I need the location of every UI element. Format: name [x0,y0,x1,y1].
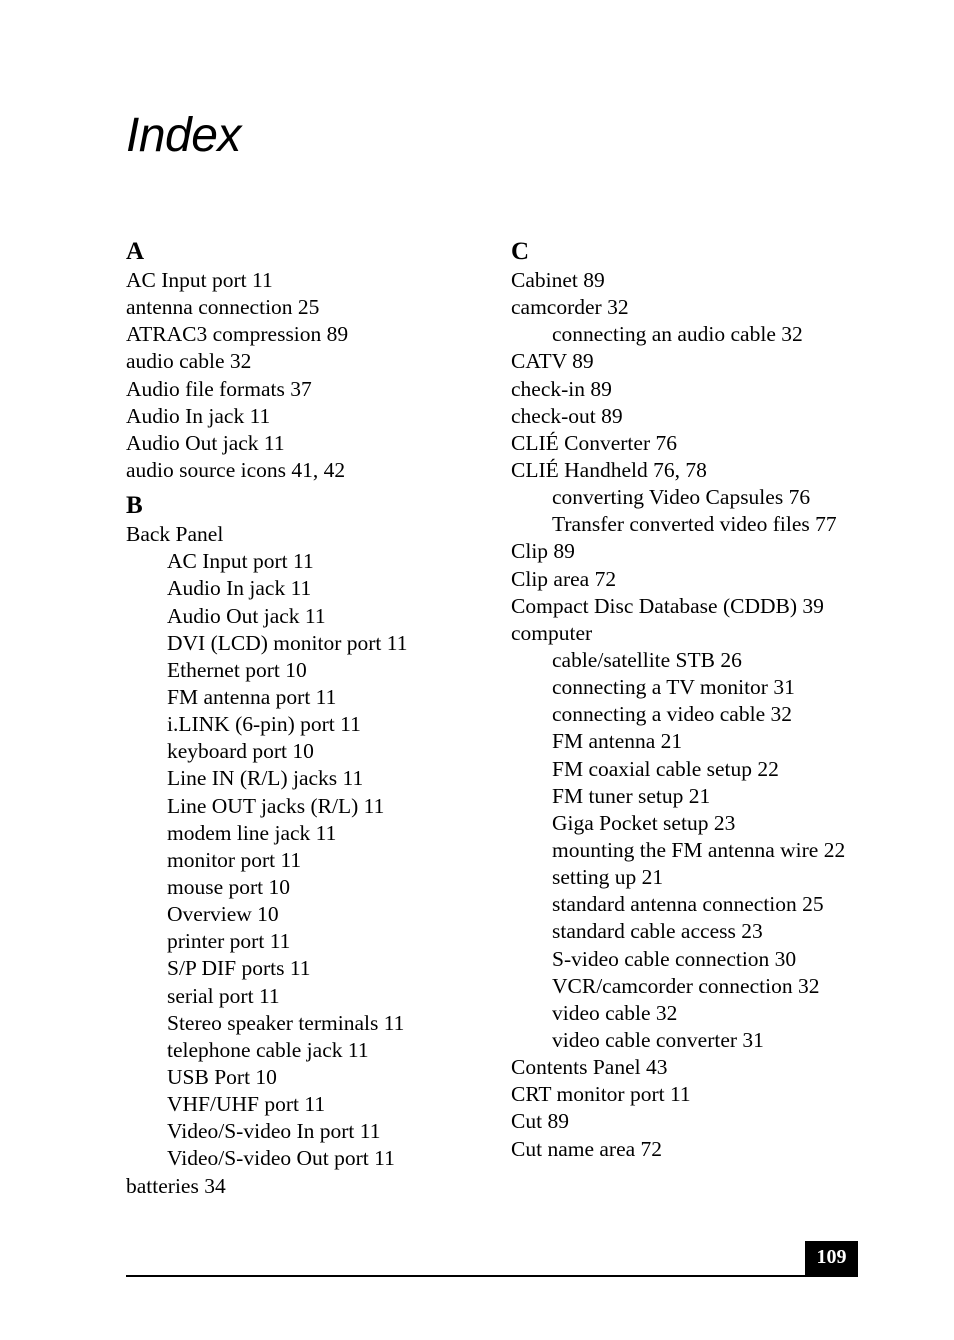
index-subentry: serial port 11 [167,983,280,1008]
index-subentry: FM antenna 21 [552,729,683,754]
index-subentry: DVI (LCD) monitor port 11 [167,630,408,655]
index-subentry: FM antenna port 11 [167,684,337,709]
index-entry: CRT monitor port 11 [511,1082,691,1107]
index-subentry: monitor port 11 [167,847,302,872]
index-entry: audio source icons 41, 42 [126,457,346,482]
index-subentry: standard antenna connection 25 [552,892,824,917]
index-subentry: Line IN (R/L) jacks 11 [167,766,364,791]
page-title: Index [126,109,241,162]
index-subentry: AC Input port 11 [167,549,314,574]
index-entry: Cut 89 [511,1109,569,1134]
index-subentry: Ethernet port 10 [167,657,307,682]
index-subentry: S/P DIF ports 11 [167,956,311,981]
index-entry: Audio Out jack 11 [126,430,285,455]
index-subentry: FM coaxial cable setup 22 [552,756,779,781]
index-subentry: S-video cable connection 30 [552,946,797,971]
index-subentry: Audio In jack 11 [167,576,312,601]
index-subentry: video cable converter 31 [552,1027,764,1052]
index-subentry: video cable 32 [552,1000,678,1025]
index-entry: Cabinet 89 [511,268,605,292]
index-subentry: connecting an audio cable 32 [552,322,803,347]
index-subentry: VCR/camcorder connection 32 [552,973,820,998]
index-entry: check-in 89 [511,376,612,401]
index-entry: Audio In jack 11 [126,403,271,428]
index-subentry: standard cable access 23 [552,919,763,944]
index-letter-heading: A [126,238,145,265]
index-subentry: cable/satellite STB 26 [552,647,742,672]
index-entry: Cut name area 72 [511,1136,663,1161]
index-entry: check-out 89 [511,403,623,428]
index-entry: CLIÉ Converter 76 [511,430,677,455]
index-entry: Clip area 72 [511,566,617,591]
index-entry: CATV 89 [511,349,594,374]
index-entry: camcorder 32 [511,295,629,320]
index-subentry: mouse port 10 [167,874,291,899]
index-subentry: Video/S-video Out port 11 [167,1146,395,1171]
index-subentry: Audio Out jack 11 [167,603,326,628]
index-subentry: connecting a video cable 32 [552,702,792,727]
index-subentry: Giga Pocket setup 23 [552,810,736,835]
index-entry: ATRAC3 compression 89 [126,322,349,347]
index-column-left [126,236,496,1200]
index-entry: Compact Disc Database (CDDB) 39 [511,593,824,618]
index-subentry: USB Port 10 [167,1064,277,1089]
page-number: 109 [805,1241,858,1276]
footer-rule [126,1275,858,1277]
index-entry: AC Input port 11 [126,268,273,292]
index-subentry: converting Video Capsules 76 [552,485,811,510]
index-subentry: keyboard port 10 [167,739,314,764]
index-subentry: Video/S-video In port 11 [167,1119,381,1144]
index-subentry: setting up 21 [552,865,664,890]
index-entry: audio cable 32 [126,349,252,374]
index-subentry: VHF/UHF port 11 [167,1092,326,1117]
index-entry: Back Panel [126,522,224,547]
index-letter-heading: C [511,238,530,265]
index-subentry: Stereo speaker terminals 11 [167,1010,405,1035]
index-entry: Clip 89 [511,539,575,564]
index-entry: computer [511,620,593,645]
index-subentry: i.LINK (6-pin) port 11 [167,712,361,737]
index-subentry: FM tuner setup 21 [552,783,711,808]
index-entry: Contents Panel 43 [511,1055,668,1080]
index-subentry: Overview 10 [167,902,279,927]
index-subentry: mounting the FM antenna wire 22 [552,837,846,862]
index-column-right [511,236,881,1163]
index-subentry: printer port 11 [167,929,291,954]
index-subentry: modem line jack 11 [167,820,337,845]
index-entry: CLIÉ Handheld 76, 78 [511,457,707,482]
index-entry: Audio file formats 37 [126,376,312,401]
index-subentry: Transfer converted video files 77 [552,512,837,537]
index-subentry: connecting a TV monitor 31 [552,675,795,700]
index-entry: batteries 34 [126,1173,226,1198]
index-letter-heading: B [126,492,143,520]
index-subentry: Line OUT jacks (R/L) 11 [167,793,385,818]
index-subentry: telephone cable jack 11 [167,1037,369,1062]
index-entry: antenna connection 25 [126,295,320,320]
